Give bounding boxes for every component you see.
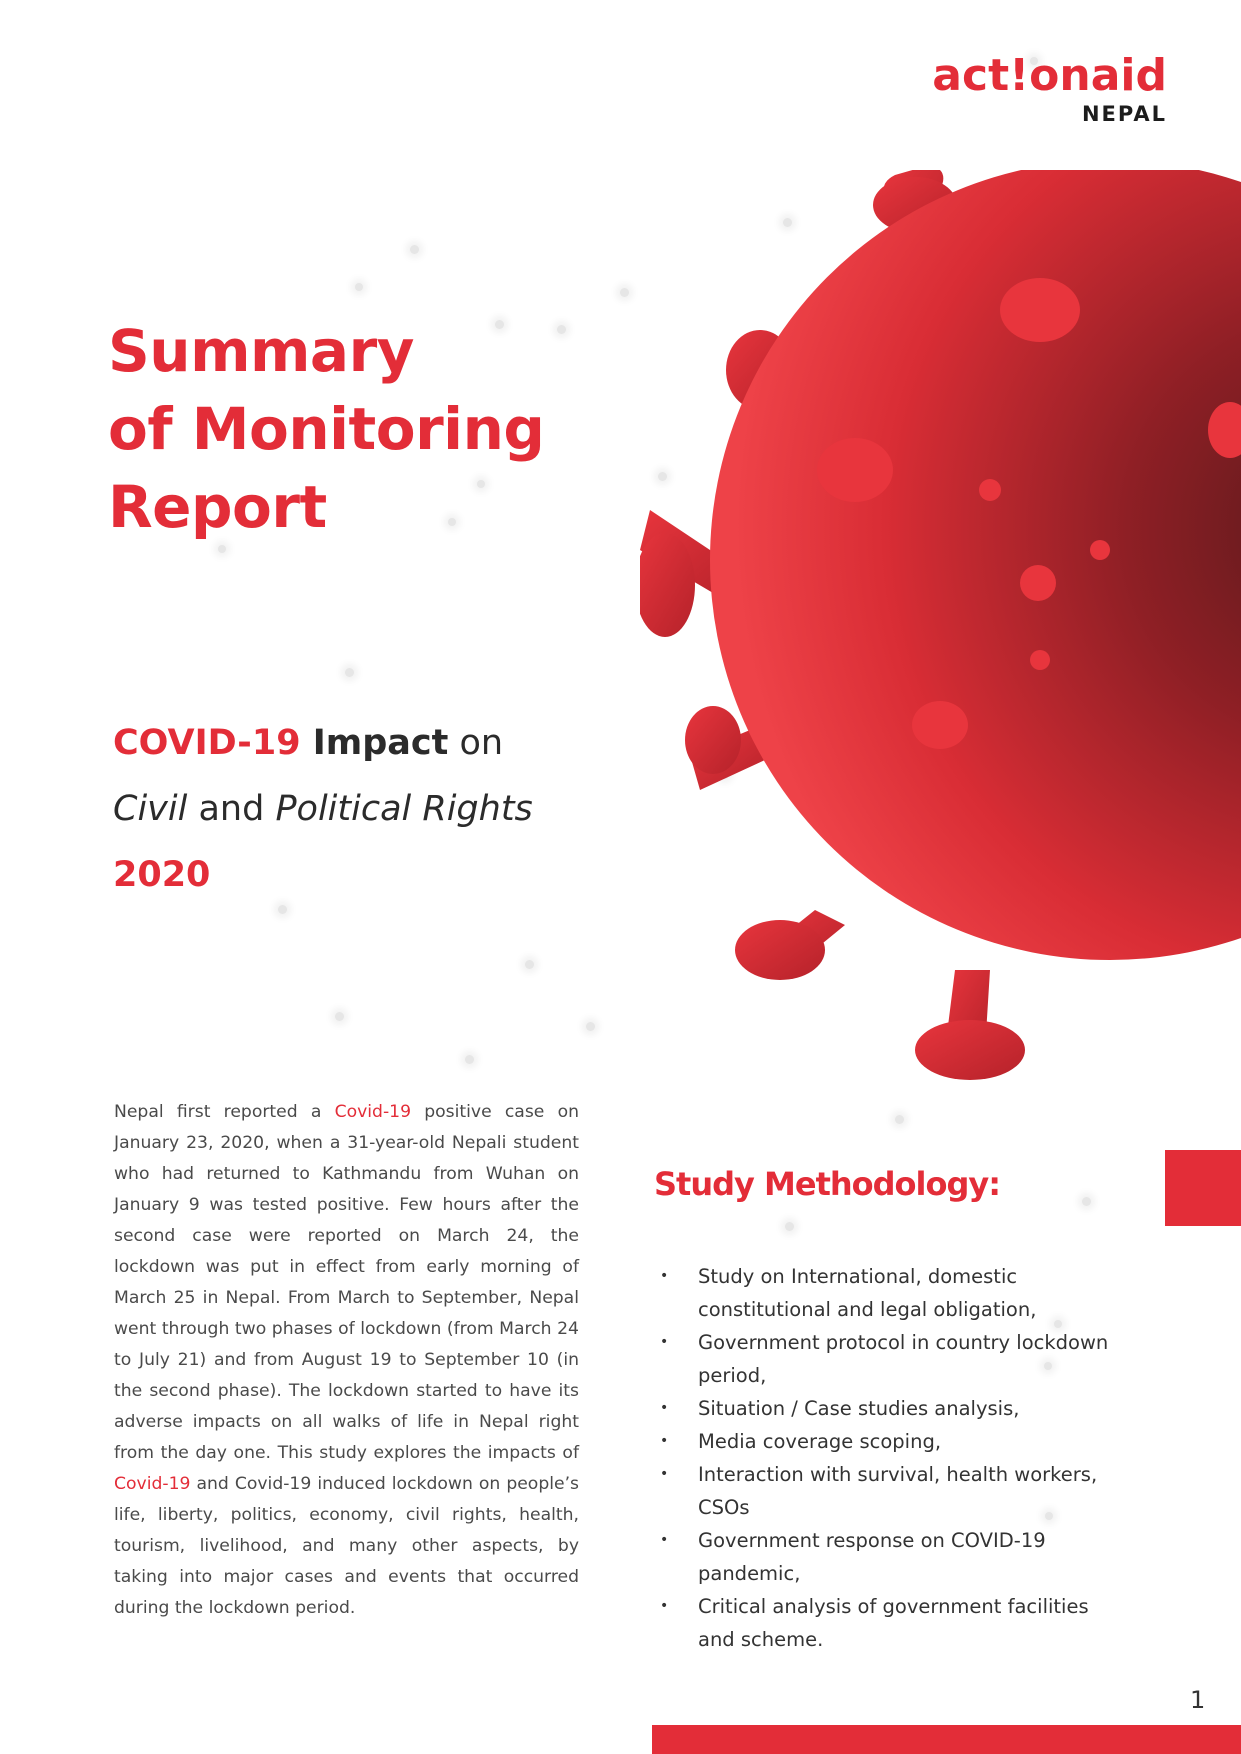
particle [410,245,419,254]
subtitle-impact: Impact [300,723,449,763]
particle [465,1055,474,1064]
subtitle-covid: COVID-19 [113,723,301,763]
particle [345,668,354,677]
list-item: • Government protocol in country lockdown period, [660,1326,1130,1392]
logo-wordmark: act!onaid [932,50,1167,101]
intro-covid-highlight: Covid-19 [114,1474,191,1494]
subtitle-and: and [187,789,276,829]
list-item: • Media coverage scoping, [660,1425,1130,1458]
particle [620,288,629,297]
particle [1082,1197,1091,1206]
actionaid-logo [822,50,1167,130]
subtitle-on: on [448,723,504,763]
list-item: • Government response on COVID-19 pandemic, [660,1524,1130,1590]
footer-accent-bar [652,1725,1241,1754]
coronavirus-illustration [640,170,1241,1130]
subtitle-year: 2020 [113,855,211,895]
title-line: of Monitoring [108,395,545,463]
title-line: Summary [108,317,414,385]
list-item: • Study on International, domestic constitutional and legal obligation, [660,1260,1130,1326]
subtitle-political-rights: Political Rights [275,789,533,829]
page-number: 1 [1190,1686,1206,1714]
particle [785,1222,794,1231]
intro-text: positive case on January 23, 2020, when a 31-year-old Nepali student who had returned to Kathmandu from Wuhan on January 9 was tested positive. Few hours after the second case were reported on March 24, the lockdown was put in effect from early morning of March 25 in Nepal. From March to September, Nepal went through two phases of lockdown (from March 24 to July 21) and from August 19 to September 10 (in the second phase). The lockdown started to have its adverse impacts on all walks of life in Nepal right from the day one. This study explores the impacts of [114,1102,579,1463]
list-item: • Critical analysis of government facilities and scheme. [660,1590,1130,1656]
methodology-list [660,1260,1130,1656]
subtitle-civil: Civil [113,789,188,829]
intro-covid-highlight: Covid-19 [334,1102,412,1122]
list-item: • Situation / Case studies analysis, [660,1392,1130,1425]
page-title [108,312,668,546]
title-line: Report [108,473,327,541]
accent-square [1165,1150,1241,1226]
intro-paragraph [114,1097,579,1624]
particle [218,545,226,553]
list-item: • Interaction with survival, health workers, CSOs [660,1458,1130,1524]
subtitle-line-1 [113,710,673,776]
report-subtitle [113,710,673,908]
subtitle-line-2 [113,776,673,842]
particle [586,1022,595,1031]
particle [355,283,363,291]
particle [525,960,534,969]
particle [335,1012,344,1021]
logo-country: NEPAL [1081,102,1167,126]
intro-text: and Covid-19 induced lockdown on people’s life, liberty, politics, economy, civil rights, health, tourism, livelihood, and many other aspects, by taking into major cases and events that occurred during the lockdown period. [114,1474,579,1618]
intro-text: Nepal first reported a [114,1102,335,1122]
methodology-heading: Study Methodology: [654,1165,1001,1203]
